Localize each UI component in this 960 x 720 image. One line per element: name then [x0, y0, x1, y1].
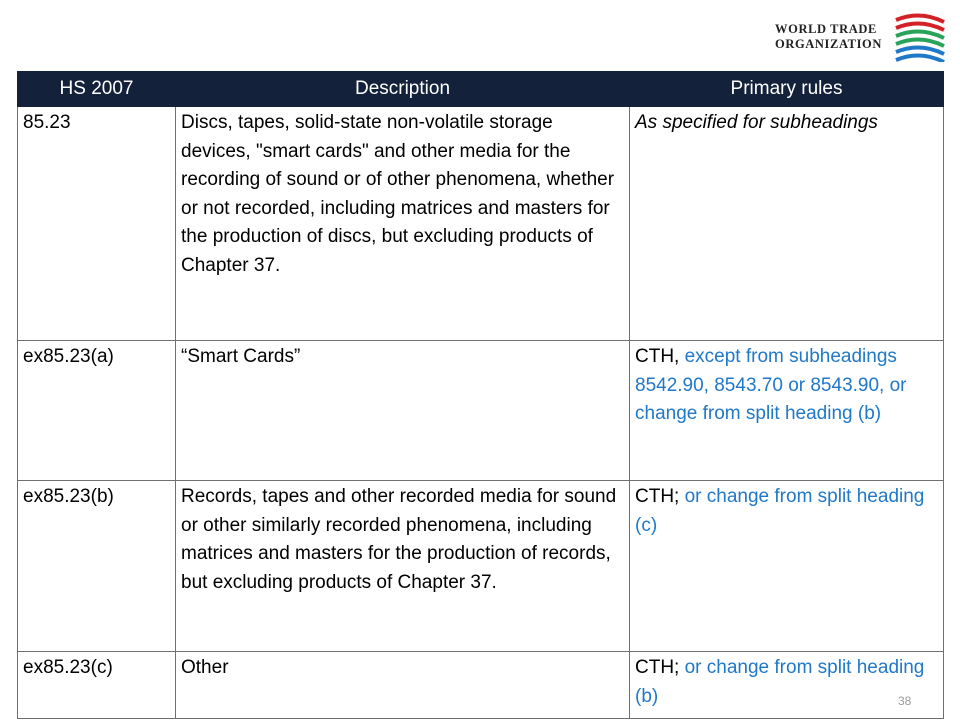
hs-code-cell: ex85.23(c): [18, 652, 176, 719]
page-number: 38: [898, 694, 912, 708]
table-row: [18, 107, 944, 341]
header-description: Description: [176, 72, 630, 107]
rule-text-highlight: or change from split heading (b): [635, 657, 925, 707]
wto-emblem-icon: [890, 12, 950, 62]
primary-rule-cell: [630, 341, 944, 481]
table-row: [18, 341, 944, 481]
wto-logo-text: [775, 22, 882, 52]
header-primary-rules: Primary rules: [630, 72, 944, 107]
description-cell: Other: [176, 652, 630, 719]
rule-text: CTH;: [635, 657, 685, 678]
description-cell: Records, tapes and other recorded media for sound or other similarly recorded phenomena, including matrices and masters for the production of records, but excluding products of Chapter 37.: [176, 481, 630, 652]
primary-rule-cell: [630, 107, 944, 341]
primary-rule-cell: [630, 481, 944, 652]
table-header-row: [18, 72, 944, 107]
header-hs2007: HS 2007: [18, 72, 176, 107]
rule-text: As specified for subheadings: [635, 112, 878, 133]
hs-code-cell: ex85.23(a): [18, 341, 176, 481]
rule-text-highlight: except from subheadings 8542.90, 8543.70 or 8543.90, or change from split heading (b): [635, 346, 907, 424]
description-cell: Discs, tapes, solid-state non-volatile storage devices, "smart cards" and other media for the recording of sound or of other phenomena, whether or not recorded, including matrices and masters for the production of discs, but excluding products of Chapter 37.: [176, 107, 630, 341]
primary-rule-cell: [630, 652, 944, 719]
rules-table: [17, 71, 944, 719]
logo-line-2: ORGANIZATION: [775, 37, 882, 51]
rule-text-highlight: or change from split heading (c): [635, 486, 925, 536]
wto-logo: [752, 12, 952, 62]
rule-text: CTH;: [635, 486, 685, 507]
table-row: [18, 481, 944, 652]
table-row: [18, 652, 944, 719]
description-cell: “Smart Cards”: [176, 341, 630, 481]
hs-code-cell: ex85.23(b): [18, 481, 176, 652]
hs-code-cell: 85.23: [18, 107, 176, 341]
logo-line-1: WORLD TRADE: [775, 22, 877, 36]
rule-text: CTH,: [635, 346, 685, 367]
